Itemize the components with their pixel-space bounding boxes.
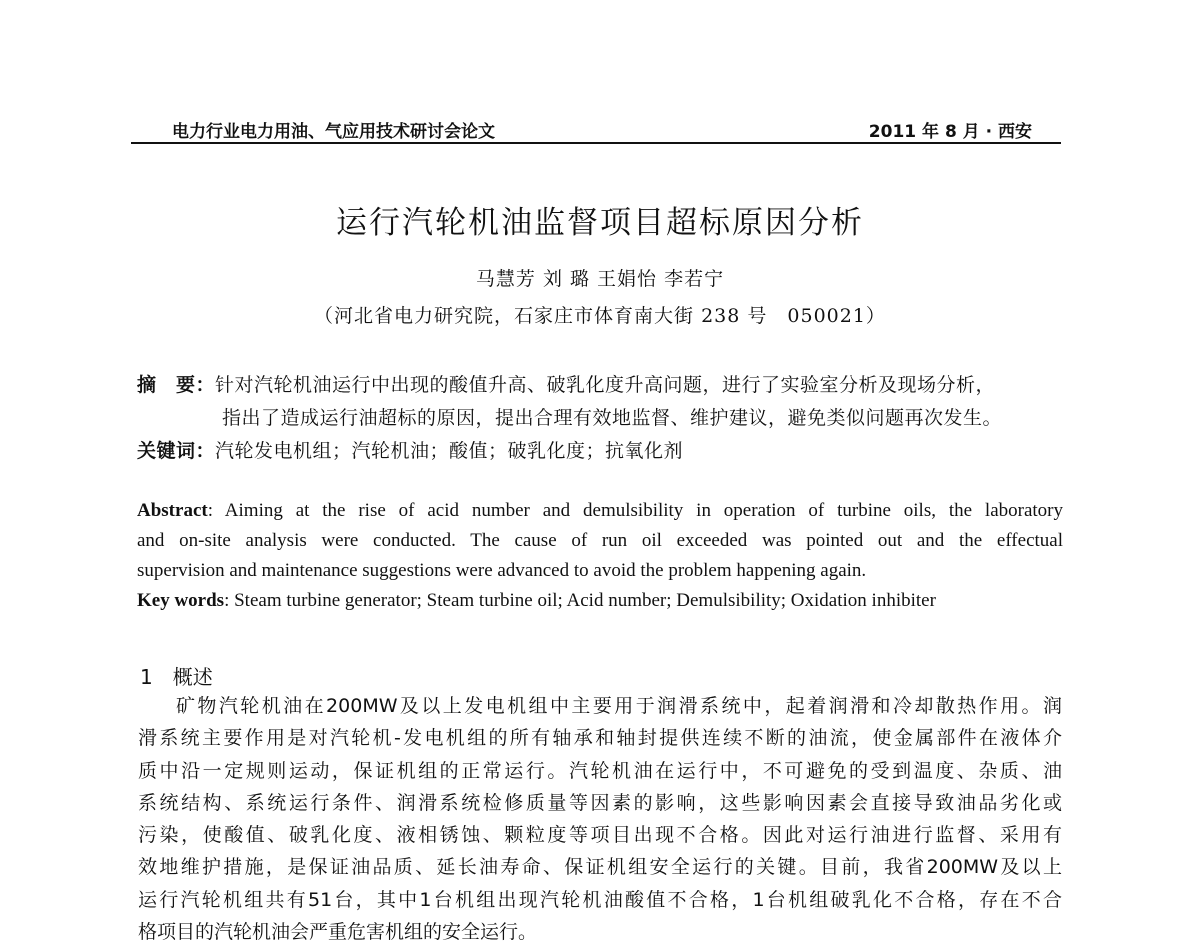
abstract-en-line-1: Abstract: Aiming at the rise of acid number and demulsibility in operation of turbine oils, the laboratory [137, 500, 1063, 521]
affiliation: （河北省电力研究院，石家庄市体育南大街 238 号 050021） [314, 305, 886, 327]
abstract-en-label: Abstract [137, 500, 208, 521]
abstract-zh-text-1: 针对汽轮机油运行中出现的酸值升高、破乳化度升高问题，进行了实验室分析及现场分析， [215, 374, 996, 396]
abstract-en-line-3: supervision and maintenance suggestions were advanced to avoid the problem happening again. [137, 560, 867, 581]
keywords-zh [137, 436, 683, 463]
keywords-zh-label: 关键词： [137, 440, 216, 462]
section-body [138, 690, 1062, 948]
author-list: 马慧芳 刘 璐 王娟怡 李若宁 [475, 268, 725, 290]
paper-title: 运行汽轮机油监督项目超标原因分析 [336, 205, 864, 241]
body-line: 系统结构、系统运行条件、润滑系统检修质量等因素的影响，这些影响因素会直接导致油品劣化或 [138, 791, 1062, 814]
body-line: 效地维护措施，是保证油品质、延长油寿命、保证机组安全运行的关键。目前，我省200MW及以上 [138, 856, 1062, 879]
header-rule [131, 142, 1061, 144]
body-line: 格项目的汽轮机油会严重危害机组的安全运行。 [138, 921, 538, 944]
abstract-zh-line-1 [137, 370, 995, 397]
keywords-en-label: Key words [137, 590, 225, 611]
abstract-en [137, 496, 1063, 616]
body-line: 矿物汽轮机油在200MW及以上发电机组中主要用于润滑系统中，起着润滑和冷却散热作用。润 [176, 695, 1062, 717]
body-line: 滑系统主要作用是对汽轮机-发电机组的所有轴承和轴封提供连续不断的油流，使金属部件在液体介 [138, 727, 1062, 750]
abstract-zh-line-2: 指出了造成运行油超标的原因，提出合理有效地监督、维护建议，避免类似问题再次发生。 [222, 407, 1003, 429]
running-header-right: 2011 年 8 月 · 西安 [868, 122, 1032, 142]
abstract-en-line-2: and on-site analysis were conducted. The cause of run oil exceeded was pointed out and the effectual [137, 530, 1063, 551]
body-line: 质中沿一定规则运动，保证机组的正常运行。汽轮机油在运行中，不可避免的受到温度、杂质、油 [138, 759, 1062, 782]
body-line: 运行汽轮机组共有51台，其中1台机组出现汽轮机油酸值不合格，1台机组破乳化不合格，存在不合 [138, 888, 1062, 911]
running-header-left: 电力行业电力用油、气应用技术研讨会论文 [172, 122, 495, 142]
keywords-en: Key words: Steam turbine generator; Steam turbine oil; Acid number; Demulsibility; Oxidation inhibiter [137, 590, 936, 611]
body-line: 污染，使酸值、破乳化度、液相锈蚀、颗粒度等项目出现不合格。因此对运行油进行监督、采用有 [138, 824, 1062, 847]
section-heading: 1 概述 [140, 665, 213, 689]
keywords-zh-text: 汽轮发电机组；汽轮机油；酸值；破乳化度；抗氧化剂 [215, 440, 684, 462]
abstract-zh-label: 摘 要： [137, 374, 216, 396]
